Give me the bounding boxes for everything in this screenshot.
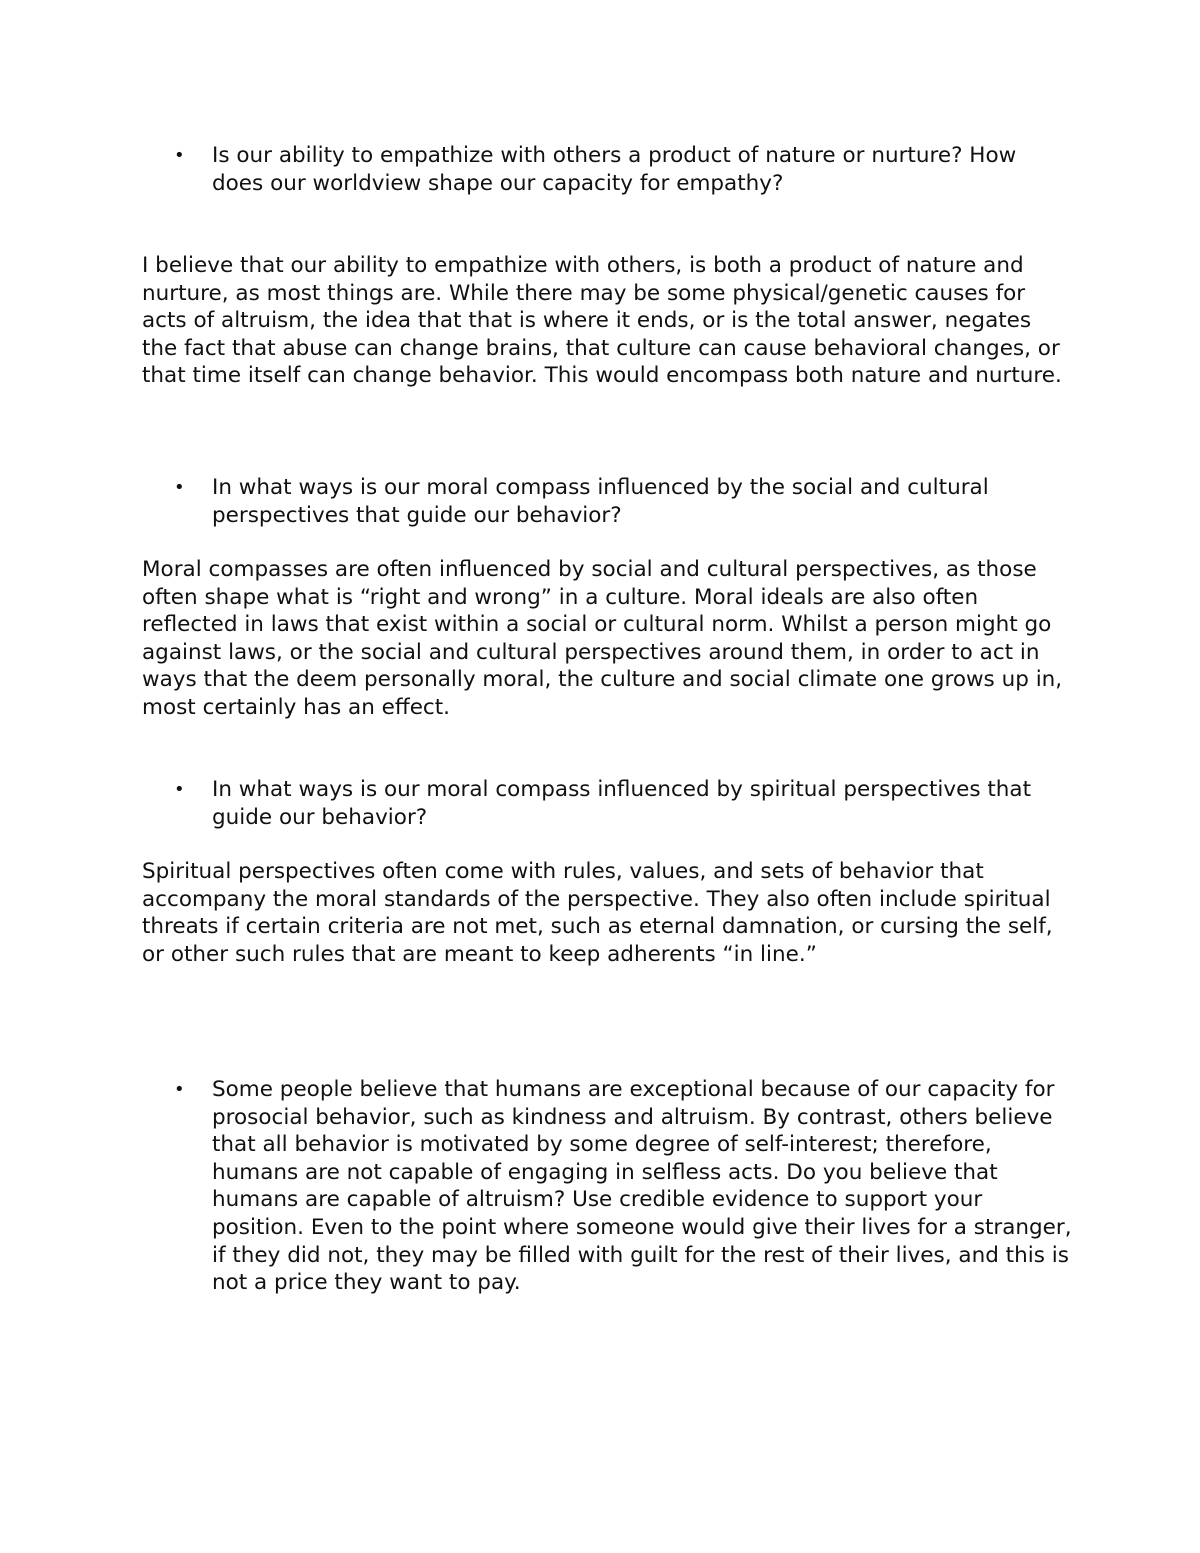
question-1-text: Is our ability to empathize with others a product of nature or nurture? How does our worldview shape our capacity for empathy? [212,143,1017,196]
answer-3: Spiritual perspectives often come with rules, values, and sets of behavior that accompany the moral standards of the perspective. They also often include spiritual threats if certain criteria are not met, such as eternal damnation, or cursing the self, or other such rules that are meant to keep adherents “in line.” [142,859,1053,967]
answer-1: I believe that our ability to empathize with others, is both a product of nature and nurture, as most things are. While there may be some physical/genetic causes for acts of altruism, the idea that that is where it ends, or is the total answer, negates the fact that abuse can change brains, that culture can cause behavioral changes, or that time itself can change behavior. This would encompass both nature and nurture. [142,253,1062,389]
question-3 [174,776,1072,831]
bullet-icon: • [174,477,185,498]
question-1 [174,142,1072,197]
bullet-icon: • [174,1079,185,1100]
question-2 [174,474,1072,529]
question-2-text: In what ways is our moral compass influenced by the social and cultural perspectives that guide our behavior? [212,475,989,528]
question-4-text: Some people believe that humans are exceptional because of our capacity for prosocial behavior, such as kindness and altruism. By contrast, others believe that all behavior is motivated by some degree of self-interest; therefore, humans are not capable of engaging in selfless acts. Do you believe that humans are capable of altruism? Use credible evidence to support your position. Even to the point where someone would give their lives for a stranger, if they did not, they may be filled with guilt for the rest of their lives, and this is not a price they want to pay. [212,1077,1072,1296]
question-3-text: In what ways is our moral compass influenced by spiritual perspectives that guide our behavior? [212,777,1032,830]
bullet-icon: • [174,145,185,166]
bullet-icon: • [174,779,185,800]
question-4 [174,1076,1072,1297]
answer-2: Moral compasses are often influenced by social and cultural perspectives, as those often shape what is “right and wrong” in a culture. Moral ideals are also often reflected in laws that exist within a social or cultural norm. Whilst a person might go against laws, or the social and cultural perspectives around them, in order to act in ways that the deem personally moral, the culture and social climate one grows up in, most certainly has an effect. [142,557,1063,720]
